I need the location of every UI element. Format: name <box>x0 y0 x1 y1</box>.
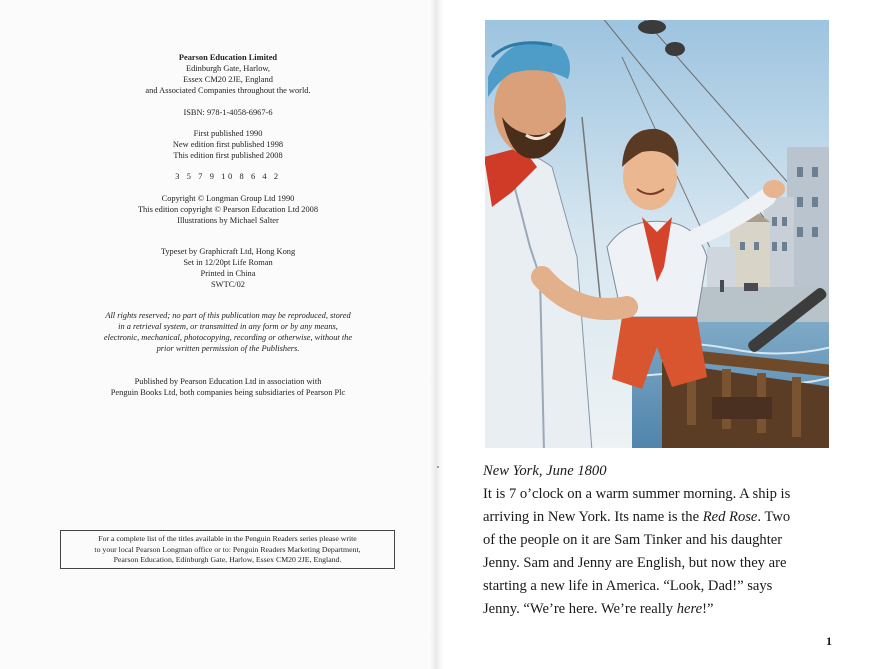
typeset-line: Printed in China <box>200 269 256 278</box>
publisher-name: Pearson Education Limited <box>178 53 278 62</box>
book-gutter <box>430 0 444 669</box>
story-fragment: Jenny. “We’re here. We’re really <box>483 601 677 617</box>
page-number: 1 <box>826 634 832 648</box>
rights-line: All rights reserved; no part of this publication may be reproduced, stored <box>105 311 351 320</box>
story-fragment: !” <box>702 601 714 617</box>
address-line: and Associated Companies throughout the world. <box>145 86 311 95</box>
titles-list-note-box <box>60 530 395 569</box>
story-fragment: . Two <box>757 509 791 525</box>
association-line: Penguin Books Ltd, both companies being subsidiaries of Pearson Plc <box>110 388 346 397</box>
history-line: First published 1990 <box>193 129 263 138</box>
story-line: It is 7 o’clock on a warm summer morning. A ship is <box>483 486 791 502</box>
ship-name: Red Rose <box>702 509 758 525</box>
story-line: starting a new life in America. “Look, Dad!” says <box>483 578 773 594</box>
story-text <box>483 460 833 621</box>
dateline: New York, June 1800 <box>483 463 607 479</box>
story-fragment: arriving in New York. Its name is the <box>483 509 703 525</box>
story-line <box>483 506 833 529</box>
rights-notice <box>86 310 370 354</box>
story-line <box>483 598 833 621</box>
association-notice <box>80 376 376 398</box>
address-line: Edinburgh Gate, Harlow, <box>186 64 270 73</box>
story-line: Jenny. Sam and Jenny are English, but now they are <box>483 555 787 571</box>
typeset-block <box>90 246 366 290</box>
emphasis: here <box>676 601 703 617</box>
note-line: to your local Pearson Longman office or to: Penguin Readers Marketing Department, <box>94 544 361 554</box>
rights-line: electronic, mechanical, photocopying, recording or otherwise, without the <box>103 333 353 342</box>
copyright-line: This edition copyright © Pearson Education Ltd 2008 <box>137 205 319 214</box>
isbn <box>90 107 366 118</box>
isbn-text: ISBN: 978-1-4058-6967-6 <box>183 108 273 117</box>
note-line: For a complete list of the titles available in the Penguin Readers series please write <box>98 534 357 543</box>
typeset-line: Typeset by Graphicraft Ltd, Hong Kong <box>160 247 296 256</box>
typeset-line: Set in 12/20pt Life Roman <box>183 258 273 267</box>
association-line: Published by Pearson Education Ltd in association with <box>134 377 322 386</box>
copyright-block <box>90 193 366 226</box>
illustrator-credit: Illustrations by Michael Salter <box>177 216 279 225</box>
rights-line: in a retrieval system, or transmitted in any form or by any means, <box>118 322 338 331</box>
typeset-line: SWTC/02 <box>211 280 245 289</box>
printer-key <box>90 171 366 182</box>
ship-arrival-illustration <box>482 17 832 451</box>
history-line: This edition first published 2008 <box>173 151 283 160</box>
note-line: Pearson Education, Edinburgh Gate, Harlow, Essex CM20 2JE, England. <box>113 555 342 565</box>
publisher-address-block <box>90 52 366 96</box>
story-line: of the people on it are Sam Tinker and his daughter <box>483 532 783 548</box>
page-speck <box>437 466 439 468</box>
history-line: New edition first published 1998 <box>172 140 284 149</box>
rights-line: prior written permission of the Publishers. <box>156 344 300 353</box>
printer-key-text: 3 5 7 9 10 8 6 4 2 <box>175 172 281 181</box>
copyright-line: Copyright © Longman Group Ltd 1990 <box>161 194 295 203</box>
publication-history <box>90 128 366 161</box>
address-line: Essex CM20 2JE, England <box>183 75 273 84</box>
